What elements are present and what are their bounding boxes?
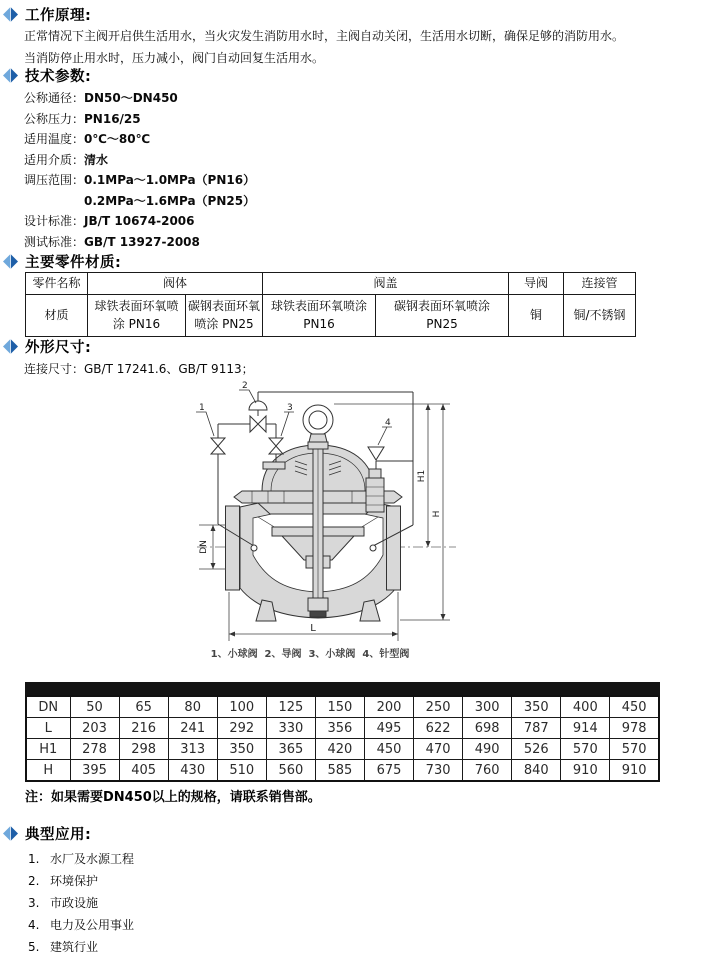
working-principle-line-1: 正常情况下主阀开启供生活用水，当火灾发生消防用水时，主阀自动关闭，生活用水切断，确保足够的消防用水。 — [24, 29, 625, 43]
cell: 碳钢表面环氧喷涂 PN25 — [186, 294, 263, 336]
cell: 400 — [561, 696, 610, 718]
diamond-bullet-icon — [3, 68, 18, 83]
cell: 材质 — [26, 294, 88, 336]
cell: 292 — [217, 718, 266, 739]
cell: 50 — [70, 696, 119, 718]
param-label: 调压范围： — [24, 173, 85, 187]
cell: DN — [26, 696, 70, 718]
cell: 675 — [364, 760, 413, 782]
param-row — [24, 130, 150, 147]
cell: 570 — [561, 739, 610, 760]
param-row — [24, 233, 200, 250]
cell: 203 — [70, 718, 119, 739]
item-number: 3. — [28, 896, 40, 910]
param-value: PN16/25 — [84, 112, 141, 126]
table-header-bar — [25, 682, 660, 695]
section-heading-tech-params — [3, 66, 91, 84]
application-item — [28, 894, 98, 911]
section-heading-materials — [3, 252, 121, 270]
cell: 978 — [610, 718, 659, 739]
cell: 216 — [119, 718, 168, 739]
cell: 80 — [168, 696, 217, 718]
cell: 100 — [217, 696, 266, 718]
param-value: DN50～DN450 — [84, 91, 178, 105]
cell: 313 — [168, 739, 217, 760]
param-value: JB/T 10674-2006 — [84, 214, 195, 228]
application-item — [28, 872, 98, 889]
cell: 356 — [315, 718, 364, 739]
callout-leaders — [196, 390, 392, 445]
cell: 阀体 — [88, 273, 263, 295]
callout-1-label: 1 — [199, 403, 205, 413]
param-row — [24, 212, 195, 229]
note-text: 注：如果需要DN450以上的规格，请联系销售部。 — [25, 790, 321, 805]
param-row — [24, 89, 178, 106]
cell: 510 — [217, 760, 266, 782]
diamond-bullet-icon — [3, 7, 18, 22]
cell: 导阀 — [509, 273, 564, 295]
ball-valve-3-symbol — [269, 438, 283, 454]
table-row — [26, 739, 659, 760]
param-value: GB/T 13927-2008 — [84, 235, 200, 249]
heading-text: 主要零件材质: — [25, 254, 122, 271]
cell: 840 — [512, 760, 561, 782]
diamond-bullet-icon — [3, 339, 18, 354]
materials-header-row — [26, 273, 636, 295]
cell: 420 — [315, 739, 364, 760]
item-number: 2. — [28, 874, 40, 888]
dim-label-h: H — [432, 510, 442, 518]
cell: 铜 — [509, 294, 564, 336]
application-item — [28, 916, 134, 933]
pilot-valve-2-symbol — [250, 416, 266, 432]
connection-size-line: 连接尺寸：GB/T 17241.6、GB/T 9113； — [24, 362, 254, 376]
callout-2-label: 2 — [242, 381, 248, 391]
table-row — [26, 696, 659, 718]
cell: 395 — [70, 760, 119, 782]
cell: 298 — [119, 739, 168, 760]
cell: 495 — [364, 718, 413, 739]
cell: 125 — [266, 696, 315, 718]
needle-valve-4-symbol — [368, 447, 384, 460]
callout-3-label: 3 — [287, 403, 293, 413]
param-label: 测试标准： — [24, 235, 85, 249]
cell: 零件名称 — [26, 273, 88, 295]
item-text: 建筑行业 — [50, 940, 99, 954]
cell: 330 — [266, 718, 315, 739]
heading-text: 技术参数: — [25, 68, 92, 85]
application-item — [28, 850, 134, 867]
param-row — [24, 151, 108, 168]
item-text: 水厂及水源工程 — [50, 852, 135, 866]
param-label: 公称压力： — [24, 112, 85, 126]
materials-table — [25, 272, 636, 337]
heading-text: 外形尺寸: — [25, 339, 92, 356]
param-row — [24, 171, 255, 188]
valve-technical-drawing — [150, 378, 470, 646]
cell: 铜/不锈钢 — [564, 294, 636, 336]
cell: L — [26, 718, 70, 739]
item-text: 环境保护 — [50, 874, 99, 888]
param-row — [24, 192, 255, 209]
cell: 连接管 — [564, 273, 636, 295]
section-heading-outline-dimensions — [3, 337, 91, 355]
item-number: 4. — [28, 918, 40, 932]
callout-4-label: 4 — [385, 418, 391, 428]
diamond-bullet-icon — [3, 254, 18, 269]
cell: 250 — [414, 696, 463, 718]
application-item — [28, 938, 98, 955]
cell: 球铁表面环氧喷涂 PN16 — [263, 294, 376, 336]
cell: 430 — [168, 760, 217, 782]
item-text: 电力及公用事业 — [50, 918, 135, 932]
cell: 730 — [414, 760, 463, 782]
cell: 910 — [610, 760, 659, 782]
cell: 碳钢表面环氧喷涂 PN25 — [376, 294, 509, 336]
param-label: 适用温度： — [24, 132, 85, 146]
dim-label-h1: H1 — [417, 469, 427, 483]
heading-text: 典型应用: — [25, 826, 92, 843]
cell: 150 — [315, 696, 364, 718]
cell: 350 — [512, 696, 561, 718]
dim-label-l: L — [310, 623, 316, 634]
item-number: 1. — [28, 852, 40, 866]
outlet-tap-hole — [370, 545, 376, 551]
diamond-bullet-icon — [3, 826, 18, 841]
cell: 622 — [414, 718, 463, 739]
param-label: 公称通径： — [24, 91, 85, 105]
cell: 910 — [561, 760, 610, 782]
cell: 490 — [463, 739, 512, 760]
section-heading-working-principle — [3, 5, 91, 23]
cell: 585 — [315, 760, 364, 782]
cell: 450 — [610, 696, 659, 718]
param-value: 清水 — [84, 153, 109, 167]
cell: 560 — [266, 760, 315, 782]
cell: 阀盖 — [263, 273, 509, 295]
param-value: 0.2MPa～1.6MPa（PN25） — [84, 194, 256, 208]
dimension-table-block — [25, 682, 660, 782]
working-principle-line-2: 当消防停止用水时，压力减小，阀门自动回复生活用水。 — [24, 51, 325, 65]
cell: 300 — [463, 696, 512, 718]
pilot-valve-dome — [249, 401, 267, 410]
cell: 914 — [561, 718, 610, 739]
param-value: 0.1MPa～1.0MPa（PN16） — [84, 173, 256, 187]
cell: 570 — [610, 739, 659, 760]
dim-label-dn: DN — [199, 540, 209, 554]
section-heading-applications — [3, 824, 91, 842]
dimension-table — [25, 695, 660, 782]
cell: 球铁表面环氧喷涂 PN16 — [88, 294, 186, 336]
inlet-tap-hole — [251, 545, 257, 551]
cell: 278 — [70, 739, 119, 760]
cell: H — [26, 760, 70, 782]
item-text: 市政设施 — [50, 896, 99, 910]
cell: 760 — [463, 760, 512, 782]
cell: 405 — [119, 760, 168, 782]
cell: 365 — [266, 739, 315, 760]
cell: 450 — [364, 739, 413, 760]
ball-valve-1-symbol — [211, 438, 225, 454]
table-row — [26, 760, 659, 782]
param-value: 0℃～80℃ — [84, 132, 151, 146]
item-number: 5. — [28, 940, 40, 954]
cell: 200 — [364, 696, 413, 718]
cell: 787 — [512, 718, 561, 739]
cell: H1 — [26, 739, 70, 760]
table-row — [26, 718, 659, 739]
heading-text: 工作原理: — [25, 7, 92, 24]
cell: 470 — [414, 739, 463, 760]
cell: 350 — [217, 739, 266, 760]
param-label: 适用介质： — [24, 153, 85, 167]
param-label: 设计标准： — [24, 214, 85, 228]
param-row — [24, 110, 141, 127]
drawing-caption: 1、小球阀 2、导阀 3、小球阀 4、针型阀 — [210, 649, 410, 660]
cell: 241 — [168, 718, 217, 739]
cell: 526 — [512, 739, 561, 760]
cell: 698 — [463, 718, 512, 739]
materials-value-row — [26, 294, 636, 336]
cell: 65 — [119, 696, 168, 718]
